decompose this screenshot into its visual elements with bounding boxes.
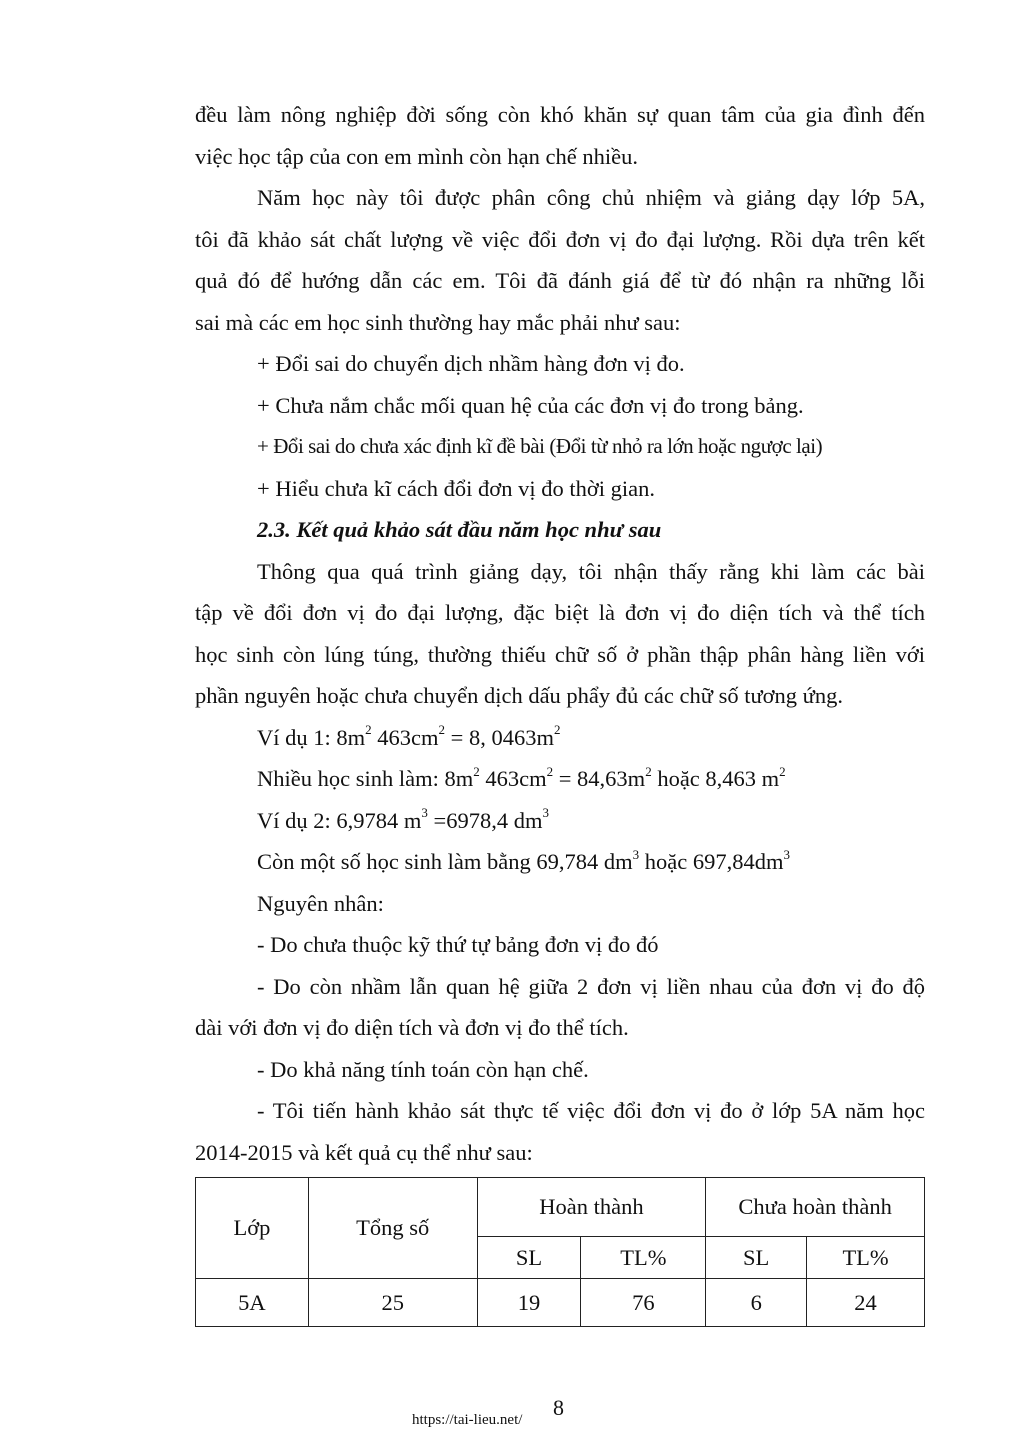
paragraph-line: việc học tập của con em mình còn hạn chế nhiều.	[195, 143, 638, 169]
example-1: Ví dụ 1: $8m^2$ $463cm^2 = 8$, $0463m^2$	[257, 722, 561, 750]
paragraph-line: tập về đổi đơn vị đo đại lượng, đặc biệt là đơn vị đo diện tích và thể tích	[195, 600, 925, 625]
error-item: + Đổi sai do chưa xác định kĩ đề bài (Đổi từ nhỏ ra lớn hoặc ngược lại)	[257, 434, 823, 458]
example-1-wrong: Nhiều học sinh làm: $8m^2$ $463cm^2 = 84,63m^2$ hoặc 8,463 $m^2$	[257, 763, 786, 791]
results-table	[195, 1177, 925, 1327]
table-row	[196, 1279, 925, 1327]
table-header-row	[196, 1178, 925, 1237]
cell-total: 25	[308, 1279, 477, 1327]
section-heading: 2.3. Kết quả khảo sát đầu năm học như sau	[257, 517, 662, 542]
error-item: + Đổi sai do chuyển dịch nhầm hàng đơn vị đo.	[257, 351, 685, 376]
header-not-completed: Chưa hoàn thành	[706, 1178, 925, 1237]
header-total: Tổng số	[308, 1178, 477, 1279]
cell-notdone-sl: 6	[706, 1279, 807, 1327]
paragraph-line: Năm học này tôi được phân công chủ nhiệm và giảng dạy lớp 5A,	[257, 185, 925, 210]
cell-done-tl: 76	[581, 1279, 706, 1327]
document-body	[195, 94, 925, 1173]
paragraph-line: sai mà các em học sinh thường hay mắc phải như sau:	[195, 309, 681, 335]
cell-done-sl: 19	[477, 1279, 581, 1327]
footer-url[interactable]: https://tai-lieu.net/	[412, 1412, 523, 1428]
cause-item-continued: dài với đơn vị đo diện tích và đơn vị đo thể tích.	[195, 1015, 629, 1040]
paragraph-line: quả đó để hướng dẫn các em. Tôi đã đánh giá để từ đó nhận ra những lỗi	[195, 268, 925, 293]
paragraph-line: đều làm nông nghiệp đời sống còn khó khăn sự quan tâm của gia đình đến	[195, 102, 925, 127]
paragraph-line: phần nguyên hoặc chưa chuyển dịch dấu phẩy đủ các chữ số tương ứng.	[195, 683, 843, 708]
cause-item: - Do chưa thuộc kỹ thứ tự bảng đơn vị đo đó	[257, 932, 659, 957]
survey-line: 2014-2015 và kết quả cụ thể như sau:	[195, 1139, 533, 1165]
header-completed: Hoàn thành	[477, 1178, 706, 1237]
error-item: + Hiểu chưa kĩ cách đổi đơn vị đo thời gian.	[257, 475, 655, 501]
header-tl: TL%	[581, 1237, 706, 1279]
cell-notdone-tl: 24	[807, 1279, 925, 1327]
paragraph-line: học sinh còn lúng túng, thường thiếu chữ số ở phần thập phân hàng liền với	[195, 641, 925, 667]
paragraph-line: Thông qua quá trình giảng dạy, tôi nhận thấy rằng khi làm các bài	[257, 558, 925, 584]
header-sl: SL	[477, 1237, 581, 1279]
example-2: Ví dụ 2: 6,9784 $m^3 =6978,4$ $dm^3$	[257, 805, 549, 833]
header-sl: SL	[706, 1237, 807, 1279]
error-item: + Chưa nắm chắc mối quan hệ của các đơn vị đo trong bảng.	[257, 392, 804, 418]
cause-item: - Do còn nhầm lẫn quan hệ giữa 2 đơn vị liền nhau của đơn vị đo độ	[257, 973, 925, 999]
page-number: 8	[553, 1395, 564, 1420]
example-2-wrong: Còn một số học sinh làm bằng 69,784 $dm^3$ hoặc $697,84dm^3$	[257, 846, 790, 874]
cell-class: 5A	[196, 1279, 309, 1327]
header-tl: TL%	[807, 1237, 925, 1279]
cause-title: Nguyên nhân:	[257, 890, 384, 916]
paragraph-line: tôi đã khảo sát chất lượng về việc đổi đơn vị đo đại lượng. Rồi dựa trên kết	[195, 226, 925, 252]
header-class: Lớp	[196, 1178, 309, 1279]
survey-line: - Tôi tiến hành khảo sát thực tế việc đổi đơn vị đo ở lớp 5A năm học	[257, 1098, 925, 1123]
cause-item: - Do khả năng tính toán còn hạn chế.	[257, 1056, 589, 1082]
